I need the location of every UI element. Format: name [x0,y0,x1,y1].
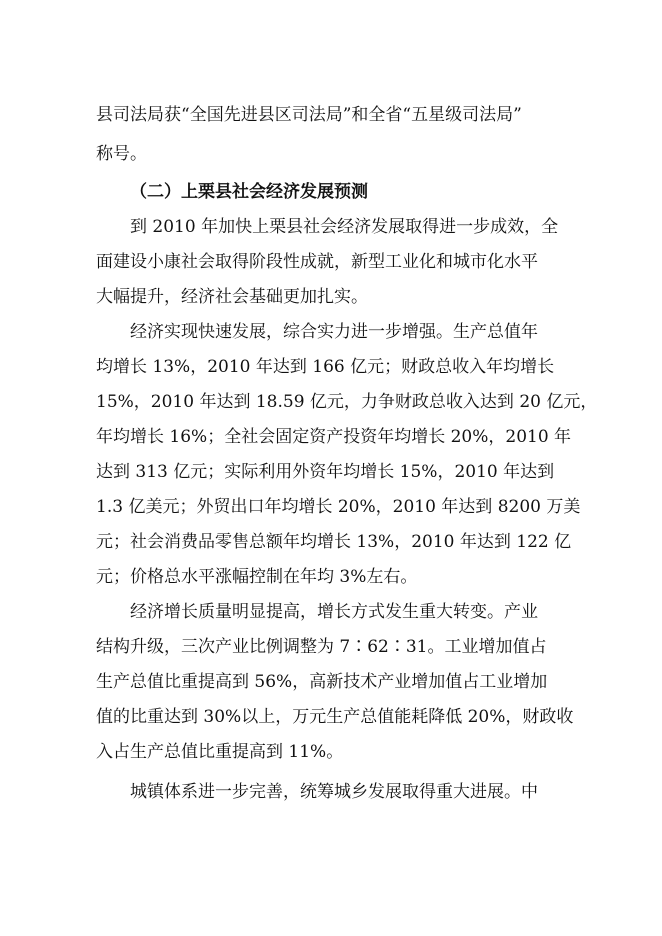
text-line: 值的比重达到 30%以上，万元生产总值能耗降低 20%，财政收 [96,707,574,727]
text-line: 生产总值比重提高到 56%，高新技术产业增加值占工业增加 [96,672,548,692]
text-line: 达到 313 亿元；实际利用外资年均增长 15%，2010 年达到 [96,462,555,482]
text-line: 年均增长 16%；全社会固定资产投资年均增长 20%，2010 年 [96,427,572,447]
text-line: 大幅提升，经济社会基础更加扎实。 [96,287,368,307]
text-line: 城镇体系进一步完善，统筹城乡发展取得重大进展。中 [130,782,538,802]
text-line: 结构升级，三次产业比例调整为 7∶62∶31。工业增加值占 [96,637,547,657]
text-line: 县司法局获“全国先进县区司法局”和全省“五星级司法局” [96,105,522,125]
text-line: 元；社会消费品零售总额年均增长 13%，2010 年达到 122 亿 [96,532,572,552]
text-line: 1.3 亿美元；外贸出口年均增长 20%，2010 年达到 8200 万美 [96,497,581,517]
text-line: 经济增长质量明显提高，增长方式发生重大转变。产业 [130,602,538,622]
text-line: 称号。 [96,144,147,164]
text-line: 经济实现快速发展，综合实力进一步增强。生产总值年 [130,322,538,342]
text-line: 入占生产总值比重提高到 11%。 [96,742,344,762]
text-line: 元；价格总水平涨幅控制在年均 3%左右。 [96,567,418,587]
text-line: 面建设小康社会取得阶段性成就，新型工业化和城市化水平 [96,252,538,272]
section-heading: （二）上栗县社会经济发展预测 [130,182,368,202]
text-line: 均增长 13%，2010 年达到 166 亿元；财政总收入年均增长 [96,357,555,377]
text-line: 15%，2010 年达到 18.59 亿元，力争财政总收入达到 20 亿元， [96,392,598,412]
text-line: 到 2010 年加快上栗县社会经济发展取得进一步成效，全 [130,217,559,237]
